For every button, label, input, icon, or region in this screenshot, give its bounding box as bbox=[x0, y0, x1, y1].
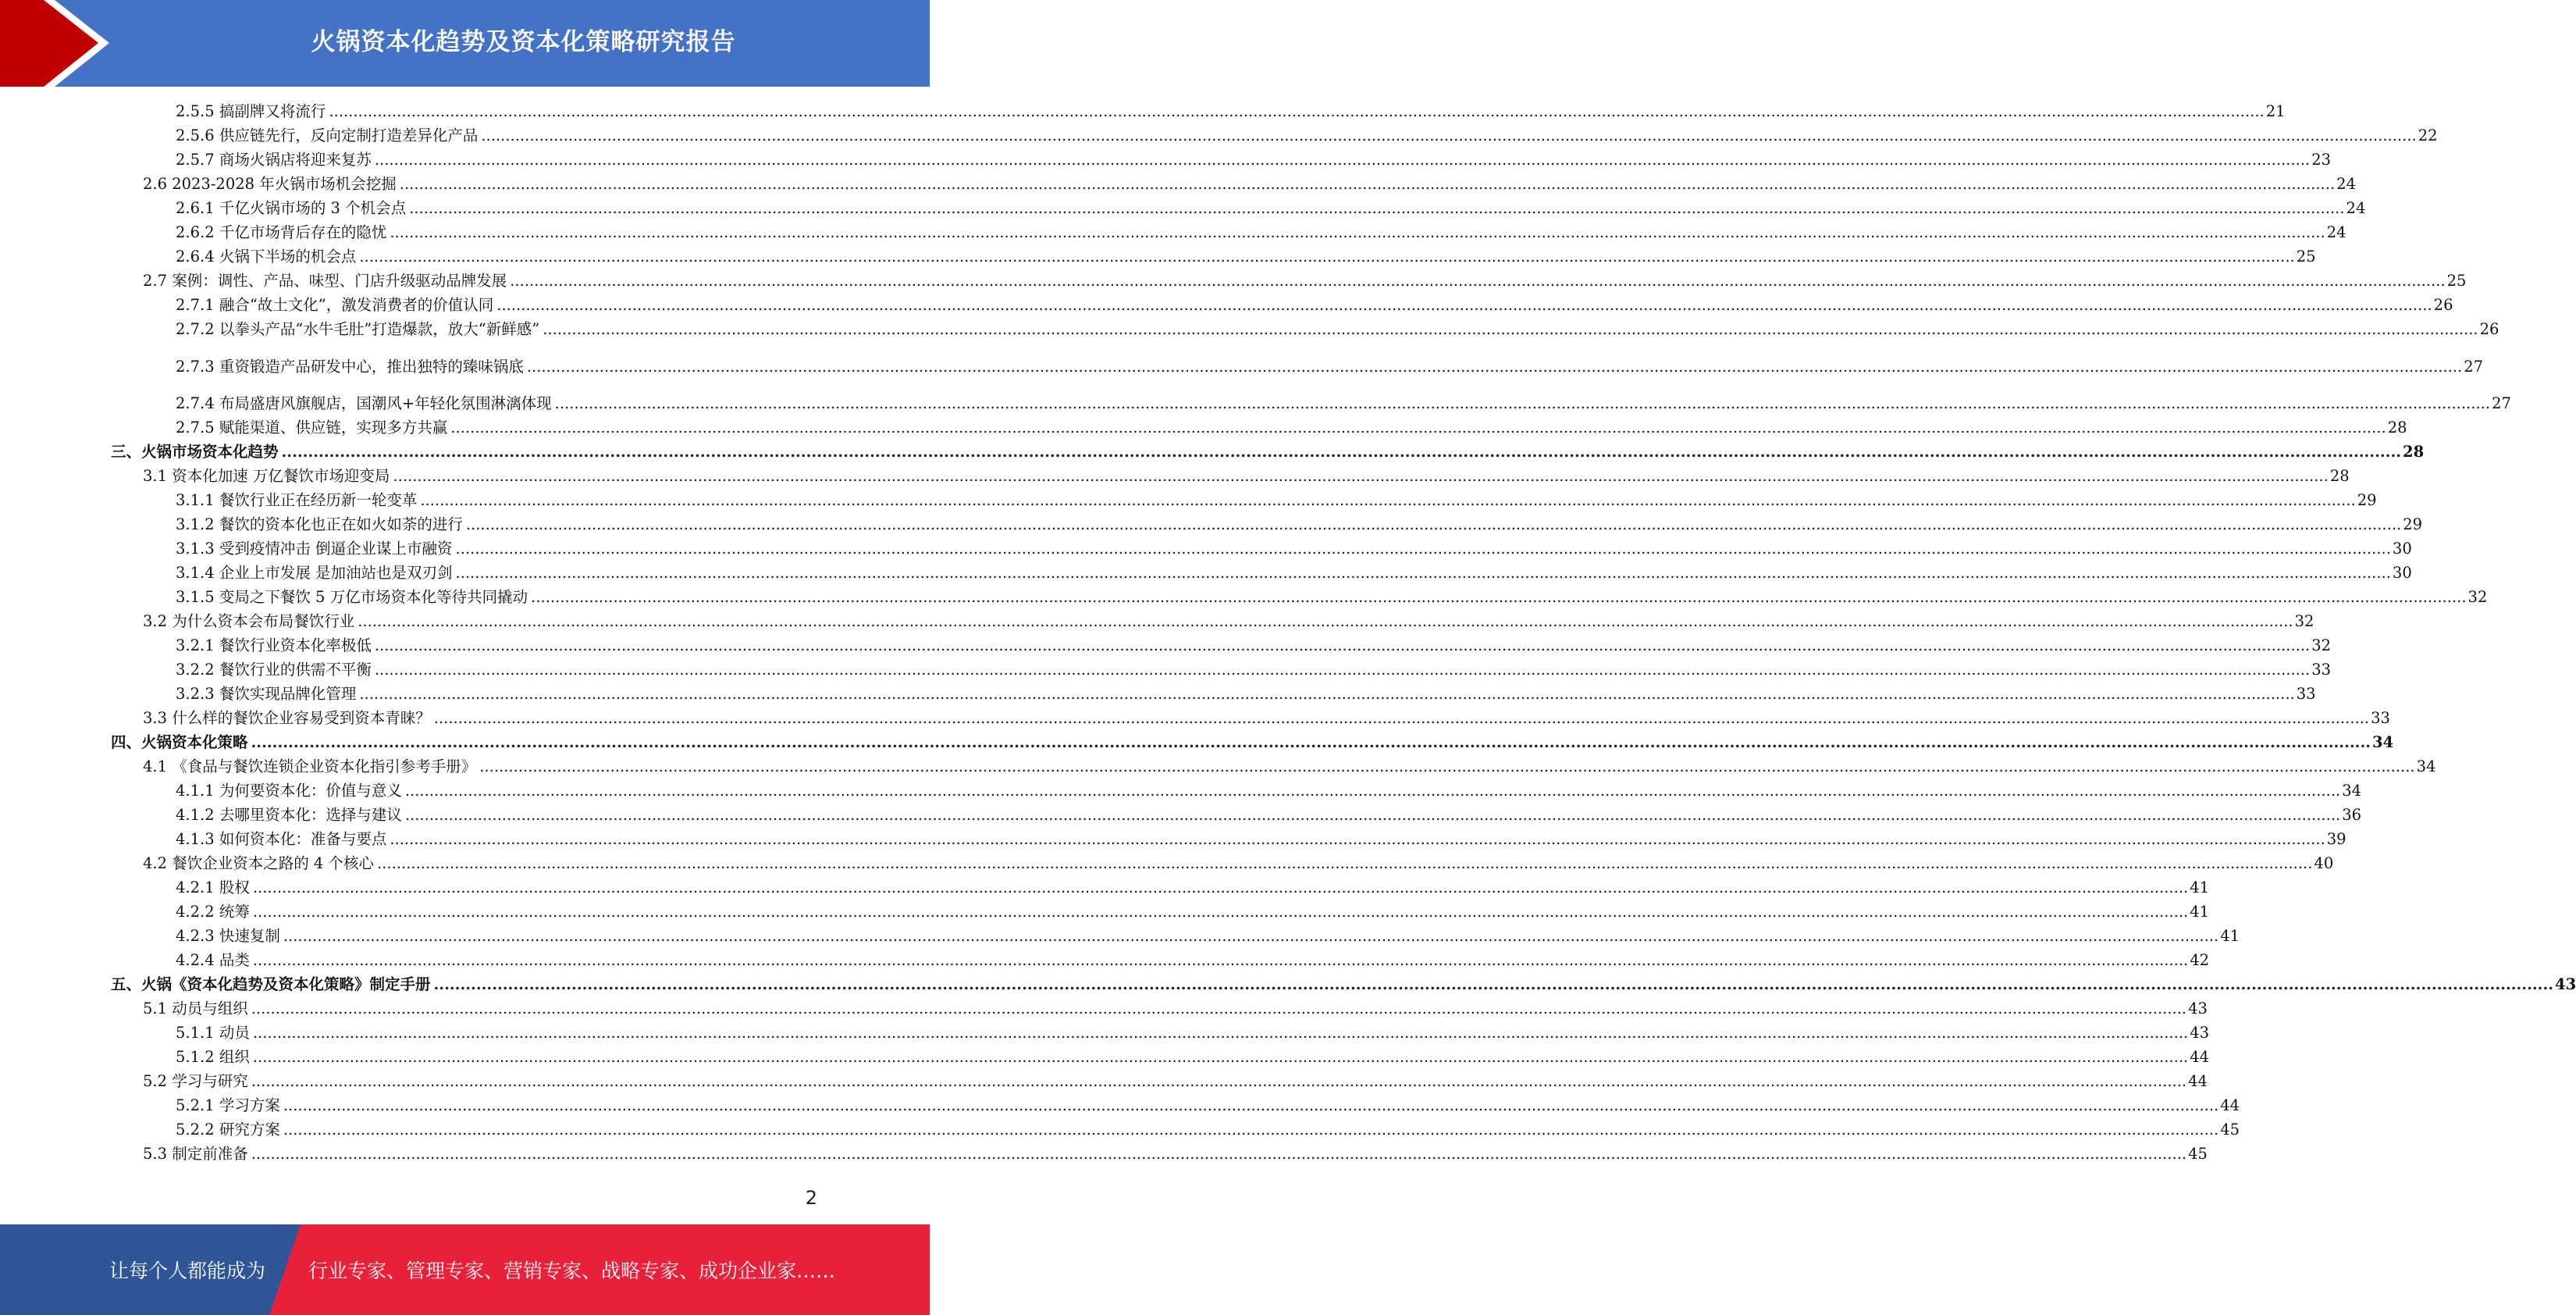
toc-dot-leader: ................................................................................................................................................................................................................................................................................................................................................................................................................ bbox=[283, 1096, 2219, 1114]
toc-entry-label: 5.3 制定前准备 bbox=[143, 1145, 248, 1163]
toc-entry[interactable] bbox=[0, 611, 2314, 633]
report-title: 火锅资本化趋势及资本化策略研究报告 bbox=[311, 27, 736, 56]
toc-entry-page: 44 bbox=[2220, 1096, 2240, 1114]
toc-dot-leader: ................................................................................................................................................................................................................................................................................................................................................................................................................ bbox=[377, 854, 2313, 872]
toc-entry-line bbox=[176, 222, 2347, 244]
toc-entry-page: 29 bbox=[2357, 491, 2377, 509]
toc-entry-label: 4.2.1 股权 bbox=[176, 878, 250, 896]
toc-dot-leader: ................................................................................................................................................................................................................................................................................................................................................................................................................ bbox=[374, 661, 2311, 679]
toc-entry-line bbox=[176, 950, 2210, 971]
toc-entry-label: 3.1.5 变局之下餐饮 5 万亿市场资本化等待共同撬动 bbox=[176, 588, 528, 606]
toc-entry-page: 43 bbox=[2190, 1024, 2210, 1042]
toc-dot-leader: ................................................................................................................................................................................................................................................................................................................................................................................................................ bbox=[455, 540, 2391, 558]
toc-entry-page: 30 bbox=[2392, 564, 2412, 582]
toc-entry-page: 39 bbox=[2326, 830, 2347, 848]
toc-entry-line bbox=[176, 562, 2412, 584]
toc-entry[interactable] bbox=[0, 1143, 2208, 1165]
toc-entry[interactable] bbox=[0, 998, 2208, 1020]
toc-entry[interactable] bbox=[0, 732, 2394, 754]
toc-entry-page: 36 bbox=[2342, 806, 2362, 824]
toc-entry[interactable] bbox=[0, 393, 2511, 415]
toc-entry-line bbox=[176, 1022, 2210, 1044]
toc-entry-line bbox=[176, 829, 2347, 850]
toc-entry[interactable] bbox=[0, 465, 2350, 487]
page-number: 2 bbox=[805, 1187, 817, 1209]
toc-entry-label: 三、火锅市场资本化趋势 bbox=[111, 443, 279, 461]
toc-entry-line bbox=[176, 319, 2500, 340]
toc-entry[interactable] bbox=[0, 173, 2356, 195]
toc-dot-leader: ................................................................................................................................................................................................................................................................................................................................................................................................................ bbox=[554, 394, 2491, 412]
toc-entry-label: 3.1.4 企业上市发展 是加油站也是双刃剑 bbox=[176, 564, 453, 582]
toc-entry-line bbox=[176, 635, 2332, 657]
toc-entry-label: 2.5.6 供应链先行，反向定制打造差异化产品 bbox=[176, 127, 479, 144]
toc-dot-leader: ................................................................................................................................................................................................................................................................................................................................................................................................................ bbox=[390, 830, 2325, 848]
toc-entry-page: 44 bbox=[2188, 1072, 2208, 1090]
toc-entry-line bbox=[176, 780, 2362, 802]
toc-entry-label: 2.6.1 千亿火锅市场的 3 个机会点 bbox=[176, 199, 407, 217]
toc-entry-line bbox=[176, 925, 2240, 947]
toc-entry-label: 3.1 资本化加速 万亿餐饮市场迎变局 bbox=[143, 467, 390, 485]
toc-dot-leader: ................................................................................................................................................................................................................................................................................................................................................................................................................ bbox=[404, 782, 2341, 800]
toc-entry[interactable] bbox=[0, 198, 2366, 219]
toc-entry[interactable] bbox=[0, 683, 2316, 705]
toc-entry[interactable] bbox=[0, 635, 2332, 657]
toc-entry-label: 5.1.1 动员 bbox=[176, 1024, 250, 1042]
toc-entry-line bbox=[176, 101, 2286, 123]
toc-entry[interactable] bbox=[0, 441, 2425, 463]
toc-dot-leader: ................................................................................................................................................................................................................................................................................................................................................................................................................ bbox=[359, 685, 2295, 703]
toc-entry-label: 3.2.2 餐饮行业的供需不平衡 bbox=[176, 661, 372, 679]
toc-entry-label: 4.2 餐饮企业资本之路的 4 个核心 bbox=[143, 854, 375, 872]
toc-entry-page: 23 bbox=[2311, 151, 2332, 169]
toc-entry-page: 41 bbox=[2190, 903, 2210, 921]
toc-entry[interactable] bbox=[0, 804, 2362, 826]
toc-entry[interactable] bbox=[0, 659, 2332, 681]
toc-entry[interactable] bbox=[0, 246, 2316, 268]
toc-entry[interactable] bbox=[0, 877, 2210, 899]
toc-entry-line bbox=[143, 173, 2356, 195]
toc-dot-leader: ................................................................................................................................................................................................................................................................................................................................................................................................................ bbox=[252, 951, 2189, 969]
toc-dot-leader: ................................................................................................................................................................................................................................................................................................................................................................................................................ bbox=[251, 1072, 2187, 1090]
toc-entry-page: 41 bbox=[2190, 878, 2210, 896]
toc-entry-page: 28 bbox=[2329, 467, 2350, 485]
toc-dot-leader: ................................................................................................................................................................................................................................................................................................................................................................................................................ bbox=[479, 757, 2415, 775]
toc-dot-leader: ................................................................................................................................................................................................................................................................................................................................................................................................................ bbox=[455, 564, 2391, 582]
toc-entry-label: 5.2 学习与研究 bbox=[143, 1072, 248, 1090]
toc-entry-line bbox=[143, 270, 2467, 292]
toc-entry[interactable] bbox=[0, 1022, 2210, 1044]
toc-dot-leader: ................................................................................................................................................................................................................................................................................................................................................................................................................ bbox=[283, 927, 2219, 945]
toc-entry[interactable] bbox=[0, 222, 2347, 244]
toc-entry-line bbox=[176, 125, 2438, 147]
toc-entry[interactable] bbox=[0, 562, 2412, 584]
toc-dot-leader: ................................................................................................................................................................................................................................................................................................................................................................................................................ bbox=[399, 175, 2336, 193]
toc-entry-line bbox=[176, 586, 2488, 608]
toc-entry[interactable] bbox=[0, 853, 2334, 875]
toc-entry-page: 30 bbox=[2392, 540, 2412, 558]
toc-entry[interactable] bbox=[0, 756, 2436, 778]
toc-entry-line bbox=[143, 707, 2390, 729]
toc-entry-label: 3.2.3 餐饮实现品牌化管理 bbox=[176, 685, 357, 703]
toc-dot-leader: ................................................................................................................................................................................................................................................................................................................................................................................................................ bbox=[283, 1121, 2219, 1139]
toc-dot-leader: ................................................................................................................................................................................................................................................................................................................................................................................................................ bbox=[409, 199, 2345, 217]
toc-entry-label: 4.1.3 如何资本化：准备与要点 bbox=[176, 830, 387, 848]
toc-entry-label: 2.7.5 赋能渠道、供应链，实现多方共赢 bbox=[176, 419, 448, 437]
page-header bbox=[0, 0, 930, 87]
toc-entry-page: 33 bbox=[2371, 709, 2390, 727]
toc-dot-leader: ................................................................................................................................................................................................................................................................................................................................................................................................................ bbox=[252, 1048, 2189, 1066]
page-footer bbox=[0, 1224, 930, 1315]
toc-entry-page: 24 bbox=[2346, 199, 2366, 217]
toc-dot-leader: ................................................................................................................................................................................................................................................................................................................................................................................................................ bbox=[251, 1145, 2187, 1163]
toc-dot-leader: ................................................................................................................................................................................................................................................................................................................................................................................................................ bbox=[252, 1024, 2189, 1042]
toc-entry[interactable] bbox=[0, 925, 2240, 947]
toc-entry[interactable] bbox=[0, 1119, 2240, 1141]
toc-entry-line bbox=[176, 294, 2453, 316]
footer-slogan-left: 让每个人都能成为 bbox=[109, 1260, 266, 1282]
toc-entry-line bbox=[111, 441, 2425, 463]
toc-entry-page: 25 bbox=[2446, 272, 2467, 290]
toc-entry[interactable] bbox=[0, 417, 2407, 439]
toc-entry[interactable] bbox=[0, 356, 2484, 378]
toc-entry-page: 24 bbox=[2336, 175, 2356, 193]
toc-dot-leader: ................................................................................................................................................................................................................................................................................................................................................................................................................ bbox=[393, 467, 2329, 485]
toc-entry-label: 2.7.1 融合“故土文化”，激发消费者的价值认同 bbox=[176, 296, 494, 314]
toc-entry-label: 3.2 为什么资本会布局餐饮行业 bbox=[143, 612, 355, 630]
toc-entry-page: 29 bbox=[2403, 515, 2423, 533]
toc-dot-leader: ................................................................................................................................................................................................................................................................................................................................................................................................................ bbox=[404, 806, 2341, 824]
toc-entry-label: 5.2.2 研究方案 bbox=[176, 1121, 280, 1139]
toc-entry-label: 2.6.2 千亿市场背后存在的隐忧 bbox=[176, 223, 387, 241]
toc-entry-label: 5.1 动员与组织 bbox=[143, 1000, 248, 1017]
toc-entry-label: 2.7 案例：调性、产品、味型、门店升级驱动品牌发展 bbox=[143, 272, 507, 290]
toc-entry-line bbox=[176, 877, 2210, 899]
toc-entry[interactable] bbox=[0, 586, 2488, 608]
toc-dot-leader: ................................................................................................................................................................................................................................................................................................................................................................................................................ bbox=[251, 733, 2371, 751]
toc-entry[interactable] bbox=[0, 1046, 2210, 1068]
toc-entry-page: 40 bbox=[2314, 854, 2334, 872]
toc-entry-page: 26 bbox=[2433, 296, 2453, 314]
toc-entry-page: 24 bbox=[2326, 223, 2347, 241]
toc-entry-line bbox=[143, 1143, 2208, 1165]
toc-dot-leader: ................................................................................................................................................................................................................................................................................................................................................................................................................ bbox=[465, 515, 2402, 533]
toc-entry-page: 26 bbox=[2479, 320, 2500, 338]
toc-dot-leader: ................................................................................................................................................................................................................................................................................................................................................................................................................ bbox=[543, 320, 2478, 338]
toc-entry-line bbox=[176, 538, 2412, 560]
toc-entry[interactable] bbox=[0, 125, 2438, 147]
toc-entry-label: 3.3 什么样的餐饮企业容易受到资本青睐？ bbox=[143, 709, 431, 727]
toc-entry-line bbox=[176, 683, 2316, 705]
toc-entry-page: 43 bbox=[2555, 975, 2576, 993]
toc-entry-line bbox=[143, 756, 2436, 778]
toc-entry-line bbox=[143, 998, 2208, 1020]
toc-entry-line bbox=[176, 901, 2210, 923]
toc-entry-page: 21 bbox=[2265, 102, 2286, 120]
toc-entry-line bbox=[143, 1071, 2208, 1092]
toc-entry-page: 33 bbox=[2296, 685, 2316, 703]
toc-dot-leader: ................................................................................................................................................................................................................................................................................................................................................................................................................ bbox=[252, 878, 2189, 896]
toc-entry-line bbox=[176, 1119, 2240, 1141]
toc-dot-leader: ................................................................................................................................................................................................................................................................................................................................................................................................................ bbox=[531, 588, 2467, 606]
toc-entry[interactable] bbox=[0, 1071, 2208, 1092]
toc-entry-page: 42 bbox=[2190, 951, 2210, 969]
toc-entry-line bbox=[143, 611, 2314, 633]
toc-entry[interactable] bbox=[0, 149, 2332, 171]
toc-entry[interactable] bbox=[0, 270, 2467, 292]
toc-entry[interactable] bbox=[0, 538, 2412, 560]
toc-entry-page: 44 bbox=[2190, 1048, 2210, 1066]
toc-entry-line bbox=[143, 853, 2334, 875]
toc-entry-label: 2.7.4 布局盛唐风旗舰店，国潮风+年轻化氛围淋漓体现 bbox=[176, 394, 552, 412]
toc-entry-page: 43 bbox=[2188, 1000, 2208, 1017]
footer-slogan-right: 行业专家、管理专家、营销专家、战略专家、成功企业家…… bbox=[308, 1260, 836, 1282]
toc-entry-label: 四、火锅资本化策略 bbox=[111, 733, 248, 751]
toc-entry[interactable] bbox=[0, 780, 2362, 802]
toc-dot-leader: ................................................................................................................................................................................................................................................................................................................................................................................................................ bbox=[510, 272, 2446, 290]
toc-dot-leader: ................................................................................................................................................................................................................................................................................................................................................................................................................ bbox=[329, 102, 2265, 120]
toc-entry[interactable] bbox=[0, 514, 2423, 536]
toc-entry-label: 2.5.5 搞副牌又将流行 bbox=[176, 102, 326, 120]
toc-entry-label: 4.1 《食品与餐饮连锁企业资本化指引参考手册》 bbox=[143, 757, 477, 775]
toc-entry-line bbox=[176, 246, 2316, 268]
toc-dot-leader: ................................................................................................................................................................................................................................................................................................................................................................................................................ bbox=[496, 296, 2432, 314]
toc-entry-label: 4.2.2 统筹 bbox=[176, 903, 250, 921]
toc-entry-label: 3.1.1 餐饮行业正在经历新一轮变革 bbox=[176, 491, 418, 509]
toc-dot-leader: ................................................................................................................................................................................................................................................................................................................................................................................................................ bbox=[281, 443, 2402, 461]
toc-entry-page: 32 bbox=[2467, 588, 2488, 606]
toc-dot-leader: ................................................................................................................................................................................................................................................................................................................................................................................................................ bbox=[374, 636, 2311, 654]
toc-entry-page: 28 bbox=[2403, 443, 2425, 461]
toc-entry-page: 45 bbox=[2220, 1121, 2240, 1139]
toc-dot-leader: ................................................................................................................................................................................................................................................................................................................................................................................................................ bbox=[420, 491, 2356, 509]
toc-dot-leader: ................................................................................................................................................................................................................................................................................................................................................................................................................ bbox=[433, 975, 2554, 993]
toc-dot-leader: ................................................................................................................................................................................................................................................................................................................................................................................................................ bbox=[252, 903, 2189, 921]
toc-entry-line bbox=[176, 514, 2423, 536]
toc-entry[interactable] bbox=[0, 101, 2286, 123]
toc-dot-leader: ................................................................................................................................................................................................................................................................................................................................................................................................................ bbox=[433, 709, 2370, 727]
toc-dot-leader: ................................................................................................................................................................................................................................................................................................................................................................................................................ bbox=[390, 223, 2325, 241]
toc-entry-label: 2.7.2 以拳头产品“水牛毛肚”打造爆款，放大“新鲜感” bbox=[176, 320, 540, 338]
toc-entry-label: 2.5.7 商场火锅店将迎来复苏 bbox=[176, 151, 372, 169]
toc-entry-line bbox=[176, 149, 2332, 171]
toc-entry-page: 34 bbox=[2342, 782, 2362, 800]
toc-entry-page: 28 bbox=[2387, 419, 2407, 437]
toc-entry-line bbox=[176, 490, 2377, 511]
toc-entry-label: 五、火锅《资本化趋势及资本化策略》制定手册 bbox=[111, 975, 431, 993]
toc-entry-line bbox=[176, 198, 2366, 219]
toc-entry[interactable] bbox=[0, 707, 2390, 729]
toc-entry[interactable] bbox=[0, 950, 2210, 971]
toc-entry-line bbox=[176, 393, 2511, 415]
toc-entry[interactable] bbox=[0, 294, 2453, 316]
toc-dot-leader: ................................................................................................................................................................................................................................................................................................................................................................................................................ bbox=[450, 419, 2386, 437]
toc-entry-label: 3.1.3 受到疫情冲击 倒逼企业谋上市融资 bbox=[176, 540, 453, 558]
toc-dot-leader: ................................................................................................................................................................................................................................................................................................................................................................................................................ bbox=[358, 612, 2293, 630]
toc-entry-page: 22 bbox=[2418, 127, 2438, 144]
toc-entry-page: 34 bbox=[2416, 757, 2436, 775]
toc-entry-label: 3.1.2 餐饮的资本化也正在如火如荼的进行 bbox=[176, 515, 463, 533]
toc-entry-line bbox=[176, 1046, 2210, 1068]
toc-entry-label: 2.6.4 火锅下半场的机会点 bbox=[176, 248, 357, 265]
toc-entry-label: 2.7.3 重资锻造产品研发中心，推出独特的臻味锅底 bbox=[176, 358, 524, 376]
toc-entry-label: 5.2.1 学习方案 bbox=[176, 1096, 280, 1114]
toc-entry-page: 27 bbox=[2464, 358, 2484, 376]
toc-entry[interactable] bbox=[0, 829, 2347, 850]
toc-entry-page: 33 bbox=[2311, 661, 2332, 679]
toc-entry-page: 34 bbox=[2372, 733, 2394, 751]
toc-entry-page: 32 bbox=[2294, 612, 2314, 630]
toc-entry-line bbox=[111, 974, 2576, 996]
red-chevron-decoration bbox=[0, 0, 125, 87]
toc-entry-page: 41 bbox=[2220, 927, 2240, 945]
toc-entry-label: 2.6 2023-2028 年火锅市场机会挖掘 bbox=[143, 175, 397, 193]
toc-entry[interactable] bbox=[0, 974, 2576, 996]
toc-entry-line bbox=[143, 465, 2350, 487]
toc-entry-page: 45 bbox=[2188, 1145, 2208, 1163]
toc-entry-page: 25 bbox=[2296, 248, 2316, 265]
toc-entry-page: 27 bbox=[2492, 394, 2511, 412]
toc-entry[interactable] bbox=[0, 319, 2500, 340]
toc-entry-label: 4.2.3 快速复制 bbox=[176, 927, 280, 945]
toc-entry-page: 32 bbox=[2311, 636, 2332, 654]
toc-dot-leader: ................................................................................................................................................................................................................................................................................................................................................................................................................ bbox=[251, 1000, 2187, 1017]
toc-entry-label: 3.2.1 餐饮行业资本化率极低 bbox=[176, 636, 372, 654]
toc-entry-label: 4.2.4 品类 bbox=[176, 951, 250, 969]
toc-entry-label: 4.1.2 去哪里资本化：选择与建议 bbox=[176, 806, 402, 824]
toc-dot-leader: ................................................................................................................................................................................................................................................................................................................................................................................................................ bbox=[374, 151, 2311, 169]
toc-entry-line bbox=[111, 732, 2394, 754]
toc-entry-line bbox=[176, 417, 2407, 439]
toc-dot-leader: ................................................................................................................................................................................................................................................................................................................................................................................................................ bbox=[359, 248, 2295, 265]
toc-dot-leader: ................................................................................................................................................................................................................................................................................................................................................................................................................ bbox=[481, 127, 2417, 144]
toc-entry-line bbox=[176, 356, 2484, 378]
toc-entry-label: 5.1.2 组织 bbox=[176, 1048, 250, 1066]
toc-entry[interactable] bbox=[0, 490, 2377, 511]
toc-entry-line bbox=[176, 659, 2332, 681]
toc-entry-line bbox=[176, 804, 2362, 826]
toc-dot-leader: ................................................................................................................................................................................................................................................................................................................................................................................................................ bbox=[526, 358, 2463, 376]
toc-entry[interactable] bbox=[0, 901, 2210, 923]
toc-entry-label: 4.1.1 为何要资本化：价值与意义 bbox=[176, 782, 402, 800]
toc-entry-line bbox=[176, 1095, 2240, 1117]
toc-entry[interactable] bbox=[0, 1095, 2240, 1117]
